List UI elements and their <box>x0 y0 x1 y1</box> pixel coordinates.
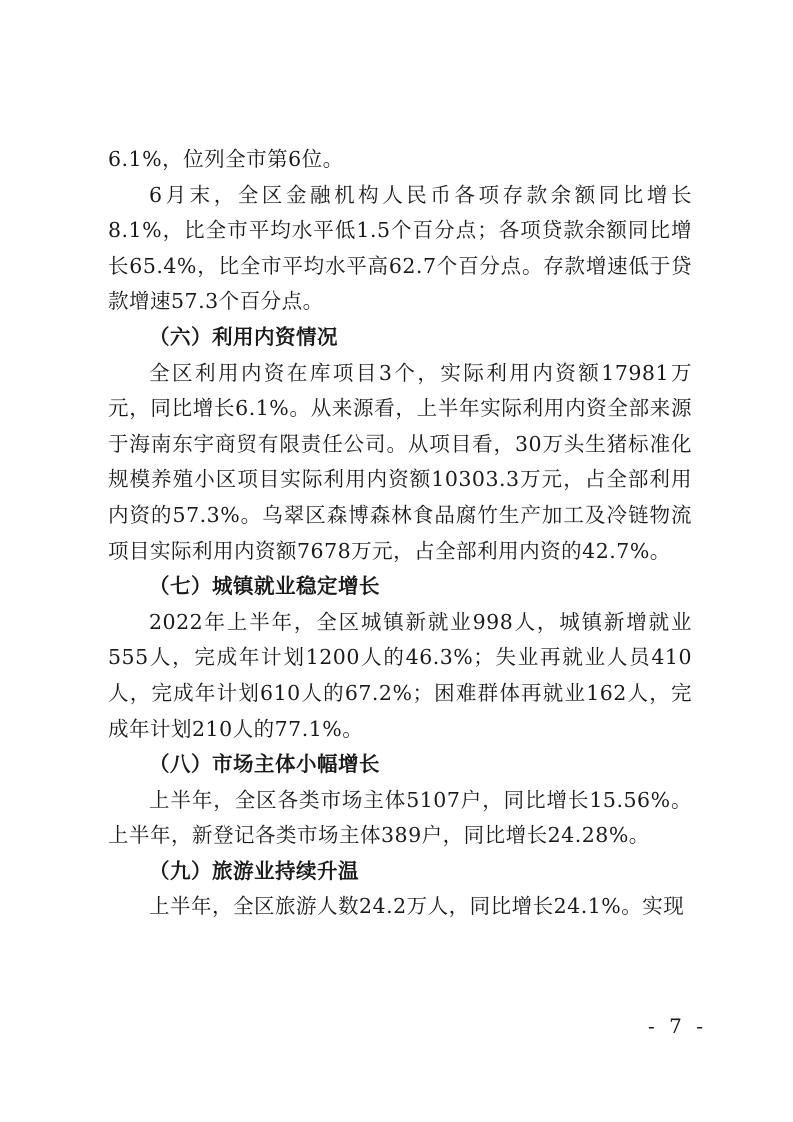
paragraph-1: 6.1%，位列全市第6位。 <box>108 147 344 171</box>
paragraph-3: 全区利用内资在库项目3个，实际利用内资额17981万元，同比增长6.1%。从来源看，上半年实际利用内资全部来源于海南东宇商贸有限责任公司。从项目看，30万头生猪标准化规模养殖小区项目实际利用内资额10303.3万元，占全部利用内资的57.3%。乌翠区森博森林食品腐竹生产加工及冷链物流项目实际利用内资额7678万元，占全部利用内资的42.7%。 <box>108 360 692 563</box>
section-heading-6: （六）利用内资情况 <box>149 324 338 349</box>
paragraph-5: 上半年，全区各类市场主体5107户，同比增长15.56%。上半年，新登记各类市场主体389户，同比增长24.28%。 <box>108 787 692 848</box>
section-heading-8: （八）市场主体小幅增长 <box>149 752 380 777</box>
paragraph-2: 6月末，全区金融机构人民币各项存款余额同比增长8.1%，比全市平均水平低1.5个百分点；各项贷款余额同比增长65.4%，比全市平均水平高62.7个百分点。存款增速低于贷款增速57.3个百分点。 <box>108 182 692 314</box>
section-heading-7: （七）城镇就业稳定增长 <box>149 574 380 599</box>
paragraph-4: 2022年上半年，全区城镇新就业998人，城镇新增就业555人，完成年计划1200人的46.3%；失业再就业人员410人，完成年计划610人的67.2%；困难群体再就业162人，完成年计划210人的77.1%。 <box>108 609 692 741</box>
document-body <box>108 142 692 925</box>
paragraph-6: 上半年，全区旅游人数24.2万人，同比增长24.1%。实现 <box>149 894 685 919</box>
section-heading-9: （九）旅游业持续升温 <box>149 858 359 883</box>
page-number: - 7 - <box>648 1014 707 1038</box>
